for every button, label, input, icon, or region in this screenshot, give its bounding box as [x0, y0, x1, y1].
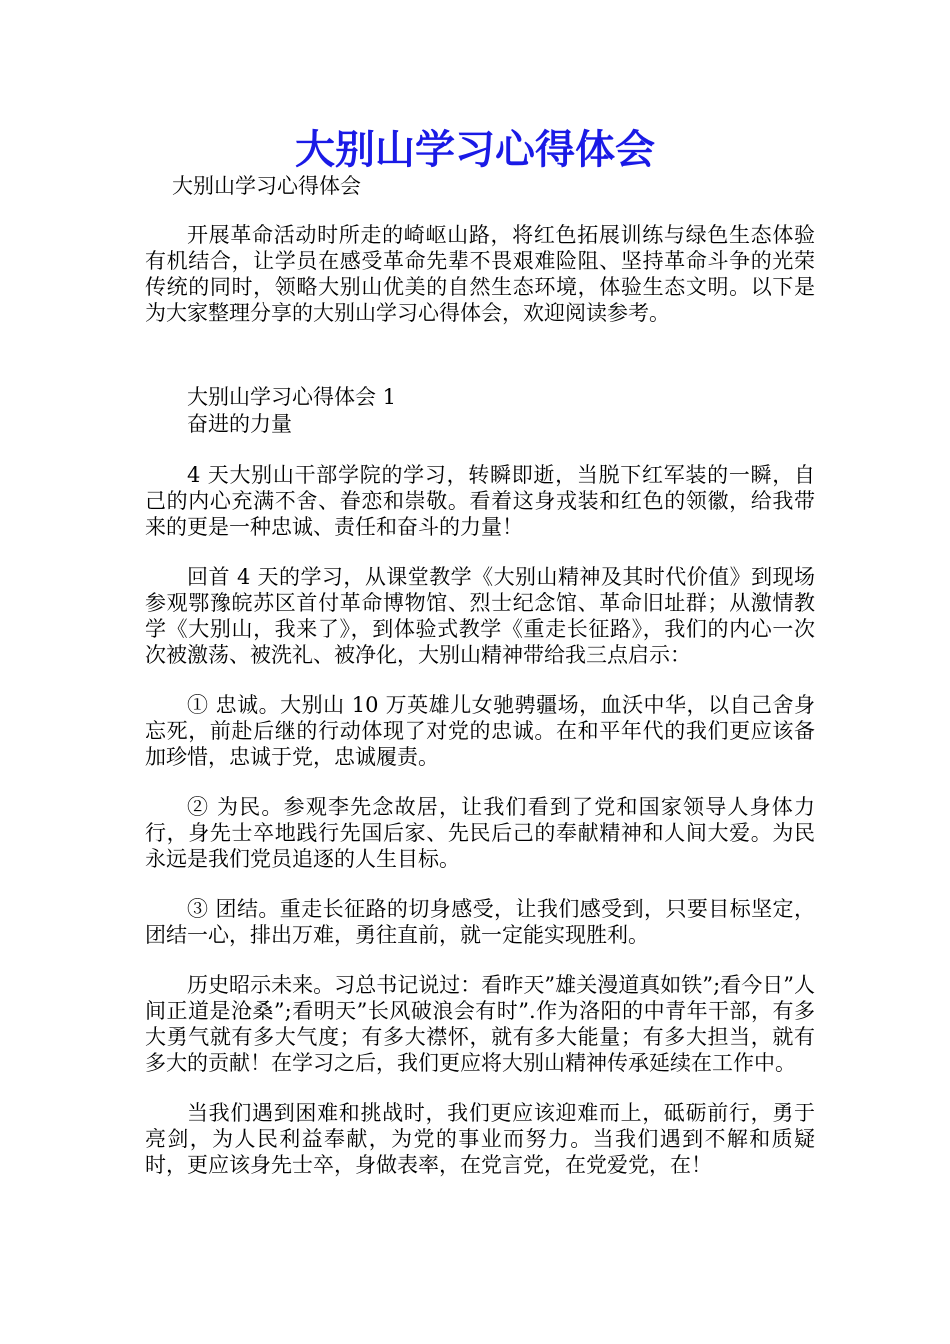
body-paragraph: 回首 4 天的学习，从课堂教学《大别山精神及其时代价值》到现场参观鄂豫皖苏区首付革命博物馆、烈士纪念馆、革命旧址群；从激情教学《大别山，我来了》，到体验式教学《重走长征路》，我们的内心一次次被激荡、被洗礼、被净化，大别山精神带给我三点启示：	[145, 565, 815, 667]
body-paragraph: ③ 团结。重走长征路的切身感受，让我们感受到，只要目标坚定，团结一心，排出万难，勇往直前，就一定能实现胜利。	[145, 897, 815, 947]
document-subtitle: 大别山学习心得体会	[172, 174, 361, 198]
document-title: 大别山学习心得体会	[295, 126, 655, 173]
document-body	[145, 222, 815, 1202]
body-paragraph: 4 天大别山干部学院的学习，转瞬即逝，当脱下红军装的一瞬，自己的内心充满不舍、眷恋和崇敬。看着这身戎装和红色的领徽，给我带来的更是一种忠诚、责任和奋斗的力量！	[145, 463, 815, 539]
section-subheading: 奋进的力量	[187, 412, 292, 436]
body-paragraph: ① 忠诚。大别山 10 万英雄儿女驰骋疆场，血沃中华，以自己舍身忘死，前赴后继的行动体现了对党的忠诚。在和平年代的我们更应该备加珍惜，忠诚于党，忠诚履责。	[145, 693, 815, 769]
section-heading-block	[145, 384, 815, 438]
intro-paragraph: 开展革命活动时所走的崎岖山路，将红色拓展训练与绿色生态体验有机结合，让学员在感受革命先辈不畏艰难险阻、坚持革命斗争的光荣传统的同时，领略大别山优美的自然生态环境，体验生态文明。以下是为大家整理分享的大别山学习心得体会，欢迎阅读参考。	[145, 223, 815, 325]
body-paragraph: 当我们遇到困难和挑战时，我们更应该迎难而上，砥砺前行，勇于亮剑，为人民利益奉献，为党的事业而努力。当我们遇到不解和质疑时，更应该身先士卒，身做表率，在党言党，在党爱党，在！	[145, 1101, 815, 1177]
body-paragraph: 历史昭示未来。习总书记说过：看昨天”雄关漫道真如铁”;看今日”人间正道是沧桑”;看明天”长风破浪会有时”.作为洛阳的中青年干部，有多大勇气就有多大气度；有多大襟怀，就有多大能量；有多大担当，就有多大的贡献！在学习之后，我们更应将大别山精神传承延续在工作中。	[145, 973, 815, 1075]
section-heading: 大别山学习心得体会 1	[187, 385, 397, 409]
body-paragraph: ② 为民。参观李先念故居，让我们看到了党和国家领导人身体力行，身先士卒地践行先国后家、先民后己的奉献精神和人间大爱。为民永远是我们党员追逐的人生目标。	[145, 795, 815, 871]
